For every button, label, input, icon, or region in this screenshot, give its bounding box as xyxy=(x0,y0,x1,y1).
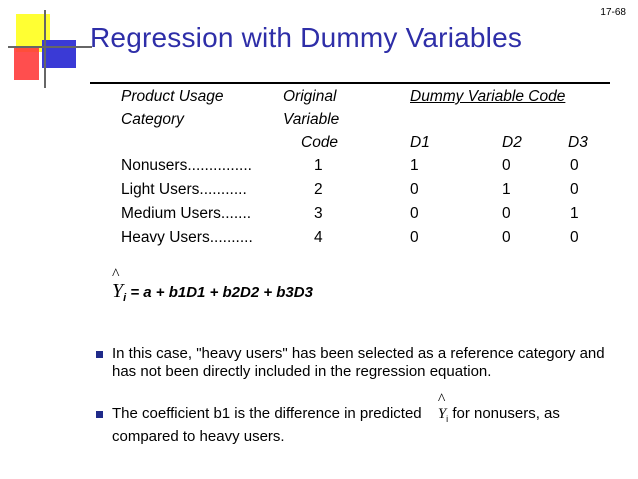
header-dummy-code: Dummy Variable Code xyxy=(410,88,566,105)
bullet-text-before: The coefficient b1 is the difference in predicted xyxy=(112,405,422,422)
hat-icon: ^ xyxy=(112,266,120,283)
row-d1: 0 xyxy=(410,229,419,246)
row-code: 1 xyxy=(314,157,323,174)
row-d2: 1 xyxy=(502,181,511,198)
hat-icon: ^ xyxy=(437,391,446,408)
row-category: Light Users........... xyxy=(121,181,247,198)
decor-red-square xyxy=(14,48,39,80)
header-d1: D1 xyxy=(410,134,430,151)
row-d2: 0 xyxy=(502,157,511,174)
bullet-text-after: for nonusers, as compared to heavy users. xyxy=(112,405,560,445)
row-category: Medium Users....... xyxy=(121,205,252,222)
decor-blue-square xyxy=(42,40,76,68)
slide-title: Regression with Dummy Variables xyxy=(90,22,523,53)
row-d3: 0 xyxy=(570,229,579,246)
header-category-line2: Category xyxy=(121,111,184,128)
row-code: 3 xyxy=(314,205,323,222)
row-category: Nonusers............... xyxy=(121,157,252,174)
row-code: 2 xyxy=(314,181,323,198)
equation-lhs: Y xyxy=(112,280,124,302)
row-d3: 0 xyxy=(570,181,579,198)
y-hat-symbol xyxy=(112,266,124,303)
title-underline xyxy=(90,82,610,84)
equation-rhs: = a + b1D1 + b2D2 + b3D3 xyxy=(130,284,313,301)
header-d3: D3 xyxy=(568,134,588,151)
header-d2: D2 xyxy=(502,134,522,151)
row-d1: 0 xyxy=(410,205,419,222)
row-code: 4 xyxy=(314,229,323,246)
decor-vertical-line xyxy=(44,10,46,88)
bullet-square-icon xyxy=(96,411,103,418)
slide-number: 17-68 xyxy=(600,7,626,18)
bullet-symbol: Y xyxy=(437,406,447,422)
row-d1: 1 xyxy=(410,157,419,174)
regression-equation xyxy=(112,266,313,304)
bullet-text xyxy=(112,391,612,446)
bullet-square-icon xyxy=(96,351,103,358)
equation-lhs-subscript: i xyxy=(123,292,127,304)
y-hat-symbol xyxy=(437,391,449,424)
header-original-line2: Variable xyxy=(283,111,340,128)
row-category: Heavy Users.......... xyxy=(121,229,253,246)
bullet-text: In this case, "heavy users" has been selected as a reference category and has not been directly included in the regression equation. xyxy=(112,345,605,380)
bullet-symbol-subscript: i xyxy=(446,414,449,424)
row-d2: 0 xyxy=(502,205,511,222)
header-category-line1: Product Usage xyxy=(121,88,224,105)
row-d1: 0 xyxy=(410,181,419,198)
row-d2: 0 xyxy=(502,229,511,246)
decor-horizontal-line xyxy=(8,46,92,48)
row-d3: 0 xyxy=(570,157,579,174)
row-d3: 1 xyxy=(570,205,579,222)
header-original-line3: Code xyxy=(301,134,339,151)
header-original-line1: Original xyxy=(283,88,337,105)
